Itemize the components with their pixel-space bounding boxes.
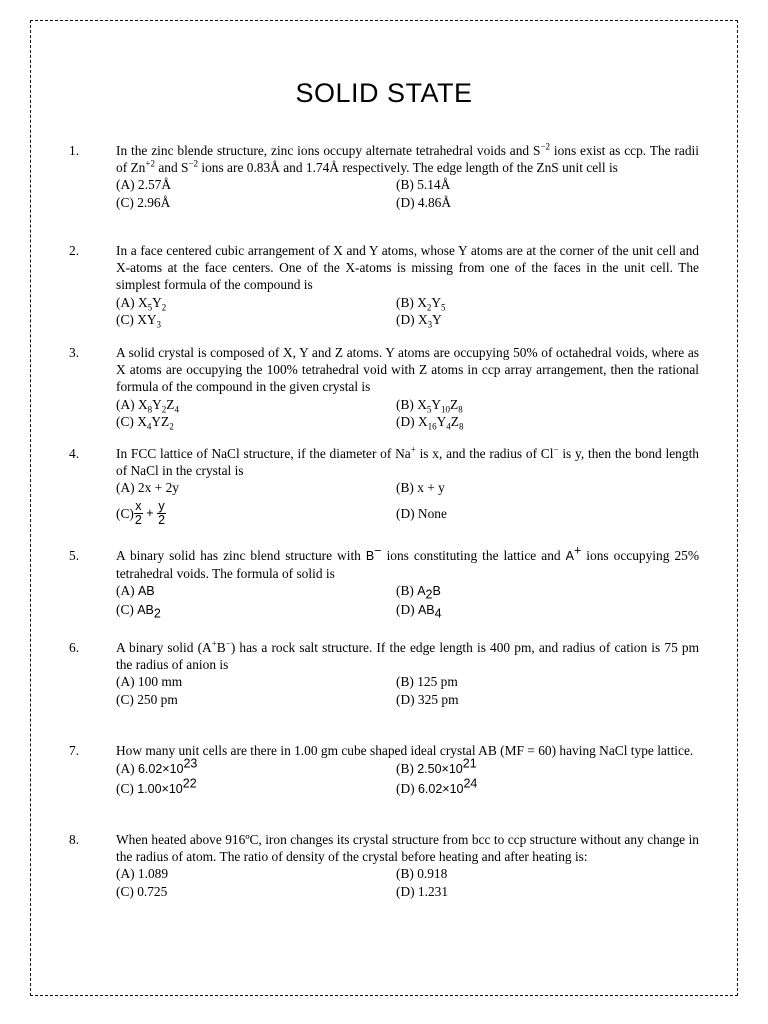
question-text: A binary solid has zinc blend structure with B− ions constituting the lattice and A+ ions occupying 25% tetrahedral voids. The formula of solid is — [116, 543, 699, 582]
question-1 — [69, 142, 699, 211]
question-number: 4. — [69, 446, 80, 461]
option-a: (A) 100 mm — [116, 674, 183, 690]
options — [116, 294, 699, 328]
options — [116, 756, 699, 799]
question-6 — [69, 639, 699, 708]
option-c: (C) 0.725 — [116, 883, 168, 899]
question-text: When heated above 916ºC, iron changes its crystal structure from bcc to ccp structure without any change in the radius of atom. The ratio of density of the crystal before heating and after heating is: — [116, 832, 699, 865]
option-d: (D) $AB_4$ — [396, 601, 442, 621]
question-number: 3. — [69, 345, 80, 360]
question-3 — [69, 344, 699, 430]
question-text: In FCC lattice of NaCl structure, if the diameter of Na+ is x, and the radius of Cl− is y, then the bond length of NaCl in the crystal is — [116, 444, 699, 479]
options — [116, 396, 699, 430]
option-b: (B) 0.918 — [396, 866, 448, 882]
options — [116, 865, 699, 899]
page-title: SOLID STATE — [295, 78, 473, 108]
option-d: (D) 4.86Å — [396, 194, 452, 210]
fraction-y-over-2: $\frac{y}{2}$ — [158, 499, 166, 528]
option-c: (C) $XY_3$ — [116, 311, 162, 330]
question-number: 2. — [69, 243, 80, 258]
option-b: (B) 5.14Å — [396, 177, 451, 193]
question-number: 6. — [69, 640, 80, 655]
option-d: (D) $X_{16}Y_4Z_8$ — [396, 413, 464, 432]
option-c: (C) $\frac{x}{2}$ + $\frac{y}{2}$ — [116, 499, 166, 528]
option-b: (B) x + y — [396, 480, 445, 496]
option-b: (B) $X_5Y_{10}Z_8$ — [396, 396, 463, 415]
option-b: (B) $2.50\times 10^{21}$ — [396, 756, 477, 777]
option-c: (C) $X_4YZ_2$ — [116, 413, 174, 432]
option-a: (A) 2.57Å — [116, 177, 172, 193]
option-b: (B) $X_2Y_5$ — [396, 294, 446, 313]
options — [116, 673, 699, 707]
question-text: In the zinc blende structure, zinc ions occupy alternate tetrahedral voids and $S^{-2}$ ions exist as ccp. The radii of $Zn^{+2}$ and $S^{-2}$ ions are 0.83Å and 1.74Å respectively. The edge length of the ZnS unit cell is — [116, 141, 699, 176]
option-a: (A) $X_5Y_2$ — [116, 294, 167, 313]
option-a: (A) 2x + 2y — [116, 480, 179, 496]
option-c: (C) $AB_2$ — [116, 601, 161, 621]
options — [116, 176, 699, 210]
option-b: (B) 125 pm — [396, 674, 458, 690]
option-c: (C) 2.96Å — [116, 194, 171, 210]
option-d: (D) 325 pm — [396, 691, 459, 707]
question-number: 7. — [69, 743, 80, 758]
option-d: (D) 1.231 — [396, 883, 449, 899]
fraction-x-over-2: $\frac{x}{2}$ — [134, 499, 142, 528]
option-a: (A) $X_8Y_2Z_4$ — [116, 396, 179, 415]
question-8 — [69, 831, 699, 900]
question-number: 8. — [69, 832, 80, 847]
option-d: (D) None — [396, 506, 447, 521]
question-5 — [69, 543, 699, 621]
option-a: (A) AB — [116, 583, 155, 599]
option-c: (C) 250 pm — [116, 691, 178, 707]
question-4 — [69, 445, 699, 531]
question-7 — [69, 742, 699, 799]
option-a: (A) $6.02\times 10^{23}$ — [116, 756, 198, 777]
question-text: A solid crystal is composed of X, Y and Z atoms. Y atoms are occupying 50% of octahedral voids, where as X atoms are occupying the 100% tetrahedral void with Z atoms in ccp array arrangement, then the rational formula of the compound in the given crystal is — [116, 345, 699, 395]
question-number: 5. — [69, 548, 80, 563]
option-d: (D) $X_3Y$ — [396, 311, 442, 330]
options — [116, 479, 699, 530]
option-d: (D) $6.02\times 10^{24}$ — [396, 776, 478, 797]
option-b: (B) $A_2B$ — [396, 583, 441, 603]
option-a: (A) 1.089 — [116, 866, 169, 882]
question-text: How many unit cells are there in 1.00 gm cube shaped ideal crystal AB (MF = 60) having NaCl type lattice. — [116, 743, 694, 758]
question-2 — [69, 242, 699, 328]
question-text: A binary solid (A+B−) has a rock salt structure. If the edge length is 400 pm, and radius of cation is 75 pm the radius of anion is — [116, 638, 700, 673]
options — [116, 582, 699, 621]
option-c: (C) $1.00\times 10^{22}$ — [116, 776, 197, 797]
question-text: In a face centered cubic arrangement of X and Y atoms, whose Y atoms are at the corner of the unit cell and X-atoms at the face centers. One of the X-atoms is missing from one of the faces in the unit cell. The simplest formula of the compound is — [116, 243, 699, 293]
question-number: 1. — [69, 143, 80, 158]
